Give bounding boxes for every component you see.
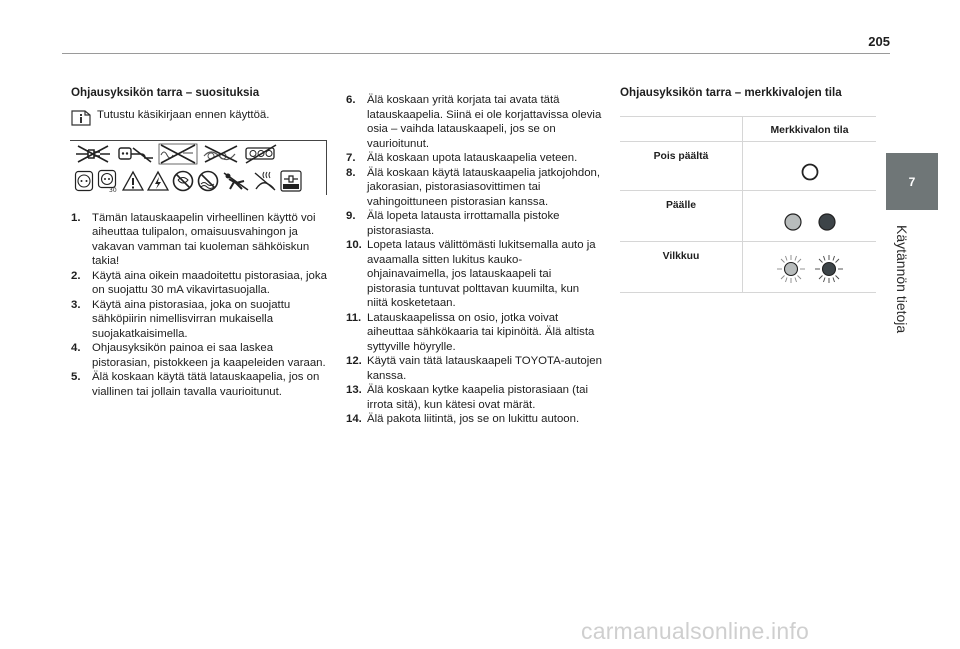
- table-row: [620, 241, 876, 292]
- item-text: Älä lopeta latausta irrottamalla pistoke pistorasiasta.: [367, 210, 560, 237]
- recommendations-list: [71, 211, 329, 400]
- list-item: [71, 211, 329, 269]
- list-item: [71, 341, 329, 370]
- table-header: Merkkivalon tila: [743, 116, 877, 141]
- watermark: carmanualsonline.info: [581, 618, 809, 644]
- state-lamps: [743, 141, 877, 190]
- item-text: Älä koskaan käytä tätä latauskaapelia, jos on viallinen tai jollain tavalla vaurioitunut.: [92, 371, 320, 398]
- item-text: Älä koskaan upota latauskaapelia veteen.: [367, 152, 578, 164]
- list-item: [71, 269, 329, 298]
- item-number: 8.: [346, 166, 356, 179]
- chapter-title: Käytännön tietoja: [894, 225, 910, 334]
- lamp-on-dark-icon: [817, 212, 837, 232]
- list-item: [346, 412, 602, 427]
- indicator-heading: Ohjausyksikön tarra – merkkivalojen tila: [620, 86, 842, 99]
- list-item: [346, 354, 602, 383]
- control-unit-sticker: [70, 140, 327, 195]
- no-adapter-icon: [74, 144, 112, 164]
- middle-column: [346, 93, 602, 427]
- top-rule: [62, 53, 890, 54]
- item-text: Älä pakota liitintä, jos se on lukittu autoon.: [367, 413, 580, 425]
- item-number: 12.: [346, 355, 362, 367]
- high-voltage-icon: [147, 170, 169, 192]
- item-text: Latauskaapelissa on osio, jotka voivat aiheuttaa sähkökaaria tai kipinöitä. Älä altista syttyville höyrylle.: [367, 311, 595, 353]
- no-water-icon: [197, 170, 219, 192]
- list-item: [346, 238, 602, 311]
- lamp-blink-grey-icon: [776, 254, 806, 284]
- warning-triangle-icon: [122, 170, 144, 192]
- list-item: [346, 311, 602, 355]
- table-row: [620, 141, 876, 190]
- item-text: Älä koskaan käytä latauskaapelia jatkojohdon, jakorasian, pistorasiasovittimen tai vahingoittuneen pistorasian kanssa.: [367, 166, 601, 208]
- state-label: Pois päältä: [620, 141, 743, 190]
- list-item: [346, 383, 602, 412]
- item-number: 1.: [71, 211, 81, 224]
- right-column: [620, 80, 876, 293]
- page-number: 205: [868, 34, 890, 49]
- item-number: 13.: [346, 384, 362, 396]
- no-voltage-converter-icon: [158, 143, 198, 165]
- list-item: [71, 370, 329, 399]
- left-column: [71, 80, 329, 399]
- table-corner: [620, 116, 743, 141]
- state-label: Päälle: [620, 190, 743, 241]
- item-number: 9.: [346, 210, 356, 222]
- list-item: [346, 166, 602, 210]
- toyota-cable-icon: [280, 170, 302, 192]
- item-number: 5.: [71, 371, 81, 383]
- item-text: Tämän latauskaapelin virheellinen käyttö voi aiheuttaa tulipalon, omaisuusvahingon ja vakavan vamman tai kuoleman sähköiskun takia!: [92, 211, 316, 267]
- chapter-tab[interactable]: [886, 153, 938, 210]
- grounded-socket-icon: [74, 170, 94, 192]
- item-text: Lopeta lataus välittömästi lukitsemalla auto ja avaamalla sitten lukitus kauko-ohjainavaimella, jos latauskaapeli tai pistorasia tuntuvat polttavan kuumilta, kun niitä kosketetaan.: [367, 239, 596, 309]
- item-number: 4.: [71, 342, 81, 354]
- table-row: [620, 190, 876, 241]
- item-number: 6.: [346, 94, 356, 106]
- svg-text:30: 30: [109, 186, 117, 193]
- no-tripping-icon: [222, 170, 250, 192]
- no-extension-reel-icon: [244, 144, 278, 164]
- recommendations-list-continued: [346, 93, 602, 427]
- no-extension-icon: [115, 144, 155, 164]
- list-item: [346, 93, 602, 151]
- lamp-blink-dark-icon: [814, 254, 844, 284]
- item-number: 14.: [346, 413, 362, 425]
- item-text: Älä koskaan yritä korjata tai avata tätä latauskaapelia. Siinä ei ole korjattavissa olevia osia – vaihda latauskaapeli, jos se on vaurioitunut.: [367, 94, 602, 150]
- item-number: 7.: [346, 152, 356, 164]
- list-item: [346, 151, 602, 166]
- lamp-on-grey-icon: [783, 212, 803, 232]
- item-text: Ohjausyksikön painoa ei saa laskea pistorasian, pistokkeen ja kaapeleiden varaan.: [92, 342, 326, 369]
- item-number: 2.: [71, 269, 81, 282]
- no-pacemaker-icon: [172, 170, 194, 192]
- notice-text: Tutustu käsikirjaan ennen käyttöä.: [97, 108, 270, 121]
- item-text: Käytä aina oikein maadoitettu pistorasiaa, joka on suojattu 30 mA vikavirtasuojalla.: [92, 269, 327, 296]
- list-item: [71, 298, 329, 342]
- item-number: 10.: [346, 239, 362, 251]
- lamp-off-icon: [800, 162, 820, 182]
- item-number: 3.: [71, 298, 81, 311]
- state-lamps: [743, 241, 877, 292]
- manual-notice: [71, 108, 329, 126]
- no-multi-socket-icon: [201, 144, 241, 164]
- item-text: Käytä aina pistorasiaa, joka on suojattu sähköpiirin nimellisvirran mukaisella suojakatkaisimella.: [92, 298, 291, 340]
- chapter-number: 7: [908, 174, 916, 189]
- rcd-socket-icon: [97, 169, 119, 193]
- list-item: [346, 209, 602, 238]
- read-manual-icon: [71, 109, 92, 126]
- recommendations-heading: Ohjausyksikön tarra – suosituksia: [71, 86, 260, 99]
- state-label: Vilkkuu: [620, 241, 743, 292]
- item-text: Käytä vain tätä latauskaapeli TOYOTA-autojen kanssa.: [367, 355, 602, 382]
- indicator-table: [620, 116, 876, 293]
- item-text: Älä koskaan kytke kaapelia pistorasiaan (tai irrota sitä), kun kätesi ovat märät.: [367, 384, 588, 411]
- no-fuel-vapor-icon: [253, 170, 277, 192]
- state-lamps: [743, 190, 877, 241]
- item-number: 11.: [346, 311, 362, 324]
